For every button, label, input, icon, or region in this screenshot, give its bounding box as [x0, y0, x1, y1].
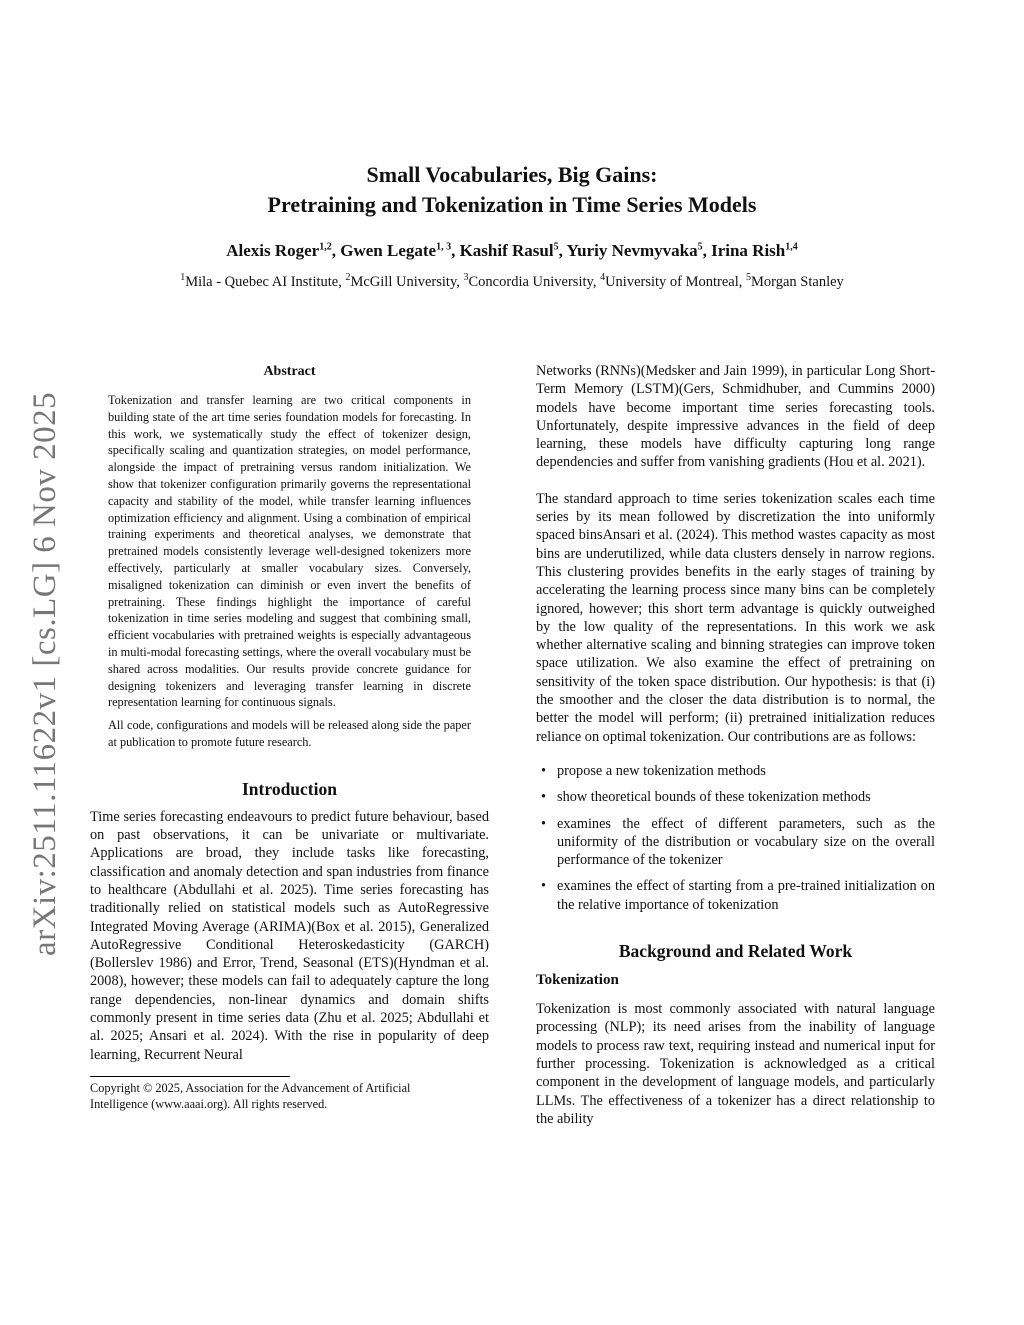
- introduction-paragraph: Time series forecasting endeavours to predict future behaviour, based on past observations, it can be univariate or multivariate. Applications are broad, they include tasks like forecasting, classification and anomaly detection and span industries from finance to healthcare (Abdullahi et al. 2025). Time series forecasting has traditionally relied on statistical models such as AutoRegressive Integrated Moving Average (ARIMA)(Box et al. 2015), Generalized AutoRegressive Conditional Heteroskedasticity (GARCH)(Bollerslev 1986) and Error, Trend, Seasonal (ETS)(Hyndman et al. 2008), however; these models can fail to adequately capture the long range dependencies, non-linear dynamics and domain shifts commonly present in time series data (Zhu et al. 2025; Abdullahi et al. 2025; Ansari et al. 2024). With the rise in popularity of deep learning, Recurrent Neural: [90, 808, 489, 1063]
- author: Gwen Legate$^{1, 3}$,: [340, 241, 460, 260]
- title-line-1: Small Vocabularies, Big Gains:: [366, 162, 658, 187]
- author: Alexis Roger$^{1,2}$,: [226, 241, 341, 260]
- contributions-list: [536, 762, 935, 914]
- author-list: [0, 240, 1024, 262]
- author: Yuriy Nevmyvaka$^5$,: [566, 241, 712, 260]
- background-heading: Background and Related Work: [618, 941, 853, 962]
- body-paragraph: The standard approach to time series tokenization scales each time series by its mean followed by discretization the into uniformly spaced binsAnsari et al. (2024). This method wastes capacity as most bins are underutilized, while data clusters densely in narrow regions. This clustering provides benefits in the early stages of training by accelerating the learning process since many bins can be completely ignored, however; this short term advantage is quickly outweighed by the low quality of the representations. In this work we ask whether alternative scaling and binning strategies can improve token space utilization. We also examine the effect of pretraining on sensitivity of the token space distribution. Our hypothesis: is that (i) the smoother and the closer the data distribution is to normal, the better the model will perform; (ii) pretrained initialization reduces reliance on optimal tokenization. Our contributions are as follows:: [536, 490, 935, 745]
- paper-title: [0, 160, 1024, 220]
- affiliation: $^5$Morgan Stanley: [746, 272, 844, 290]
- abstract-paragraph: Tokenization and transfer learning are two critical components in building state of the art time series foundation models for forecasting. In this work, we systematically study the effect of tokenizer design, specifically scaling and quantization strategies, on model performance, alongside the impact of pretraining versus random initialization. We show that tokenizer configuration primarily governs the representational capacity and stability of the model, while transfer learning influences optimization efficiency and alignment. Using a combination of empirical training experiments and theoretical analyses, we demonstrate that pretrained models consistently leverage well-designed tokenizers more effectively, particularly at smaller vocabulary sizes. Conversely, misaligned tokenization can diminish or even invert the benefits of pretraining. These findings highlight the importance of careful tokenization in time series modeling and suggest that combining small, efficient vocabularies with pretrained weights is especially advantageous in multi-modal forecasting settings, where the overall vocabulary must be shared across modalities. Our results provide concrete guidance for designing tokenizers and leveraging transfer learning in discrete representation learning for continuous signals.: [108, 393, 471, 710]
- title-line-2: Pretraining and Tokenization in Time Series Models: [267, 192, 757, 217]
- left-column: [90, 362, 489, 1112]
- right-column: [536, 362, 935, 1128]
- abstract-body: [108, 392, 471, 751]
- author: Irina Rish$^{1,4}$: [711, 241, 798, 260]
- author: Kashif Rasul$^5$,: [459, 241, 567, 260]
- affiliation: $^3$Concordia University,: [463, 272, 601, 290]
- affiliation: $^1$Mila - Quebec AI Institute,: [180, 272, 346, 290]
- list-item: • show theoretical bounds of these tokenization methods: [536, 788, 935, 806]
- list-item: • examines the effect of starting from a pre-trained initialization on the relative importance of tokenization: [536, 877, 935, 914]
- affiliation: $^2$McGill University,: [345, 272, 464, 290]
- affiliation: $^4$University of Montreal,: [600, 272, 747, 290]
- copyright-notice: Copyright © 2025, Association for the Advancement of Artificial Intelligence (www.aaai.org). All rights reserved.: [90, 1080, 411, 1111]
- footnote-rule: [90, 1076, 290, 1077]
- abstract-paragraph: All code, configurations and models will be released along side the paper at publication to promote future research.: [108, 718, 471, 749]
- list-item: • propose a new tokenization methods: [536, 762, 935, 780]
- list-item: • examines the effect of different parameters, such as the uniformity of the distribution or vocabulary size on the overall performance of the tokenizer: [536, 815, 935, 870]
- body-paragraph: Networks (RNNs)(Medsker and Jain 1999), in particular Long Short-Term Memory (LSTM)(Gers, Schmidhuber, and Cummins 2000) models have become important time series forecasting tools. Unfortunately, despite impressive advances in the field of deep learning, these models have difficulty capturing long range dependencies and suffer from vanishing gradients (Hou et al. 2021).: [536, 363, 935, 471]
- arxiv-identifier-stamp: arXiv:2511.11622v1 [cs.LG] 6 Nov 2025: [27, 391, 63, 956]
- introduction-heading: Introduction: [242, 778, 337, 799]
- abstract-heading: Abstract: [263, 364, 316, 379]
- body-paragraph: Tokenization is most commonly associated with natural language processing (NLP); its need arises from the inability of language models to process raw text, requiring instead and numerical input for further processing. Tokenization is acknowledged as a critical component in the development of language models, and particularly LLMs. The effectiveness of a tokenizer has a direct relationship to the ability: [536, 1001, 935, 1127]
- affiliation-list: [0, 272, 1024, 292]
- tokenization-subheading: Tokenization: [536, 972, 619, 989]
